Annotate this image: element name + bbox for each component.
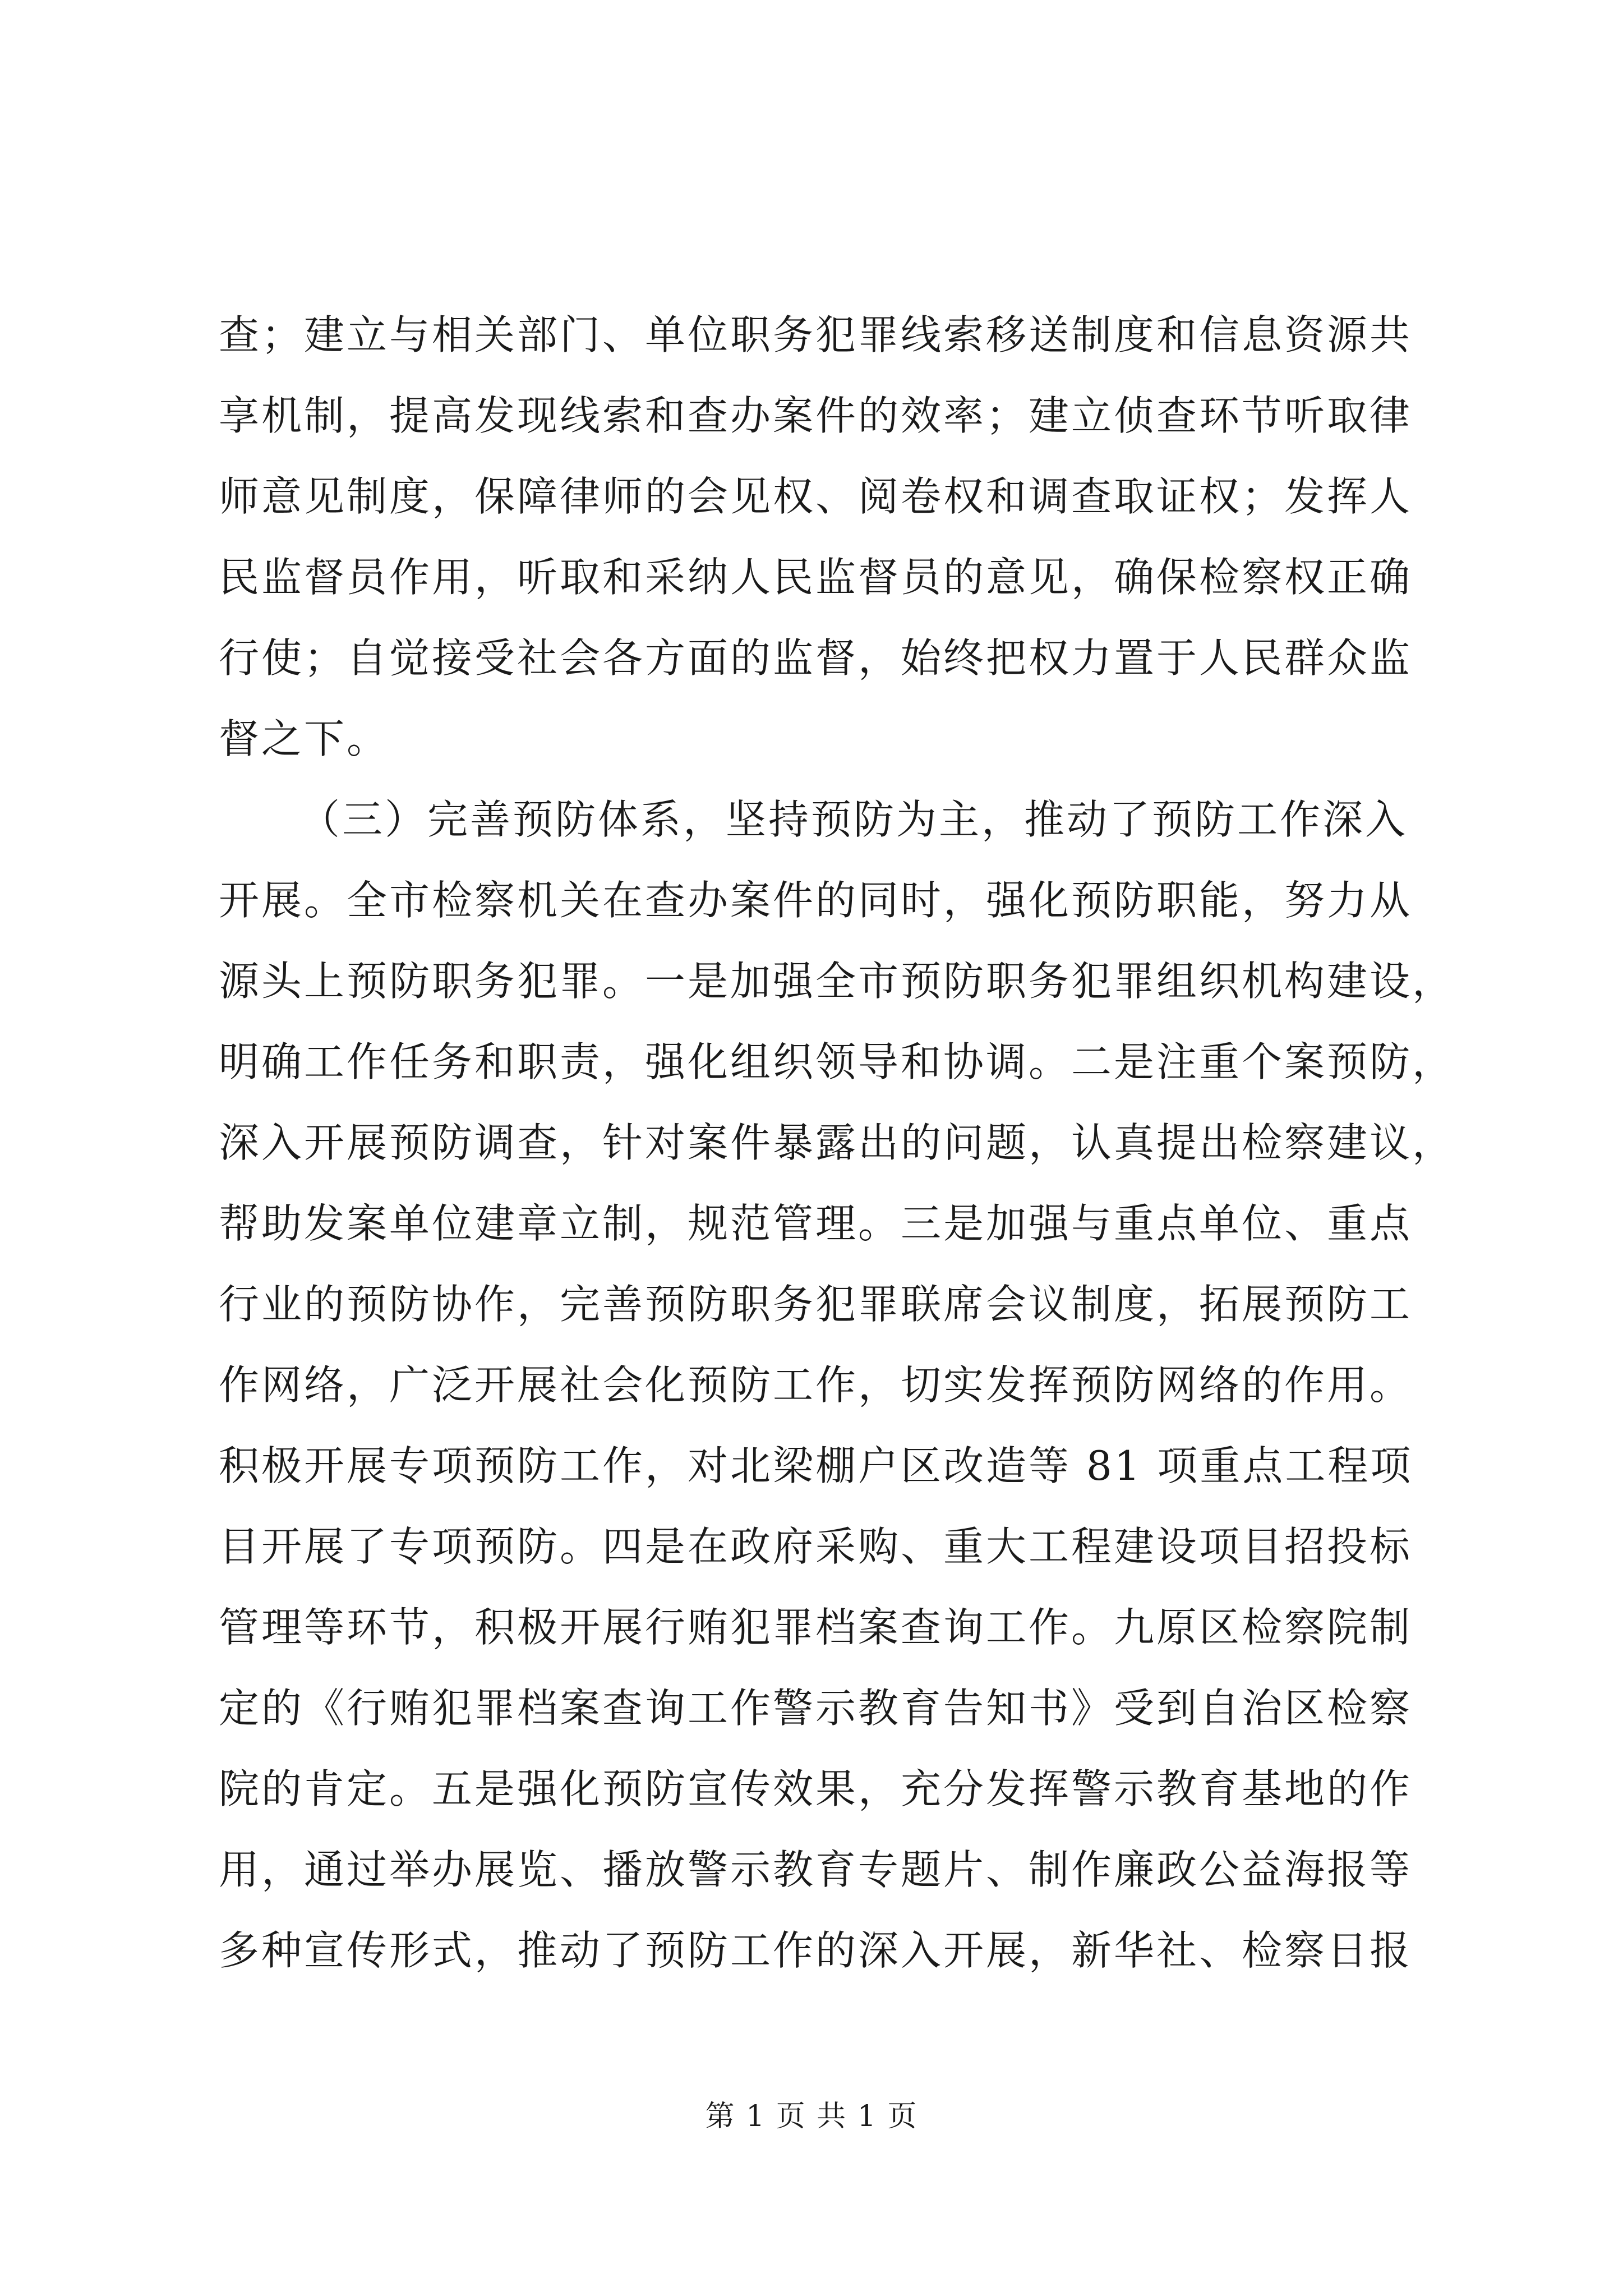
page-footer: 第 1 页 共 1 页 xyxy=(705,2100,918,2133)
text-line: 管理等环节，积极开展行贿犯罪档案查询工作。九原区检察院制 xyxy=(219,1604,1413,1651)
text-line: 作网络，广泛开展社会化预防工作，切实发挥预防网络的作用。 xyxy=(219,1361,1413,1409)
text-line: 院的肯定。五是强化预防宣传效果，充分发挥警示教育基地的作 xyxy=(219,1765,1413,1812)
text-line: 源头上预防职务犯罪。一是加强全市预防职务犯罪组织机构建设， xyxy=(219,958,1455,1005)
text-line: 开展。全市检察机关在查办案件的同时，强化预防职能，努力从 xyxy=(219,877,1413,924)
text-line: 帮助发案单位建章立制，规范管理。三是加强与重点单位、重点 xyxy=(219,1200,1413,1247)
text-line: 目开展了专项预防。四是在政府采购、重大工程建设项目招投标 xyxy=(219,1523,1413,1570)
text-line: 行业的预防协作，完善预防职务犯罪联席会议制度，拓展预防工 xyxy=(219,1281,1413,1328)
text-line: 督之下。 xyxy=(219,715,390,762)
section-heading-line: （三）完善预防体系，坚持预防为主，推动了预防工作深入 xyxy=(299,796,1408,843)
body-text xyxy=(219,295,1455,1991)
text-line: 查；建立与相关部门、单位职务犯罪线索移送制度和信息资源共 xyxy=(219,311,1413,358)
text-line: 多种宣传形式，推动了预防工作的深入开展，新华社、检察日报 xyxy=(219,1927,1413,1974)
text-line: 定的《行贿犯罪档案查询工作警示教育告知书》受到自治区检察 xyxy=(219,1685,1413,1732)
text-line: 享机制，提高发现线索和查办案件的效率；建立侦查环节听取律 xyxy=(219,392,1413,439)
text-line: 行使；自觉接受社会各方面的监督，始终把权力置于人民群众监 xyxy=(219,634,1413,682)
text-line: 民监督员作用，听取和采纳人民监督员的意见，确保检察权正确 xyxy=(219,554,1413,601)
text-line: 用，通过举办展览、播放警示教育专题片、制作廉政公益海报等 xyxy=(219,1846,1413,1893)
text-line: 师意见制度，保障律师的会见权、阅卷权和调查取证权；发挥人 xyxy=(219,473,1413,520)
text-line: 积极开展专项预防工作，对北梁棚户区改造等 81 项重点工程项 xyxy=(219,1442,1413,1489)
text-line: 明确工作任务和职责，强化组织领导和协调。二是注重个案预防， xyxy=(219,1038,1455,1085)
text-line: 深入开展预防调查，针对案件暴露出的问题，认真提出检察建议， xyxy=(219,1119,1455,1166)
